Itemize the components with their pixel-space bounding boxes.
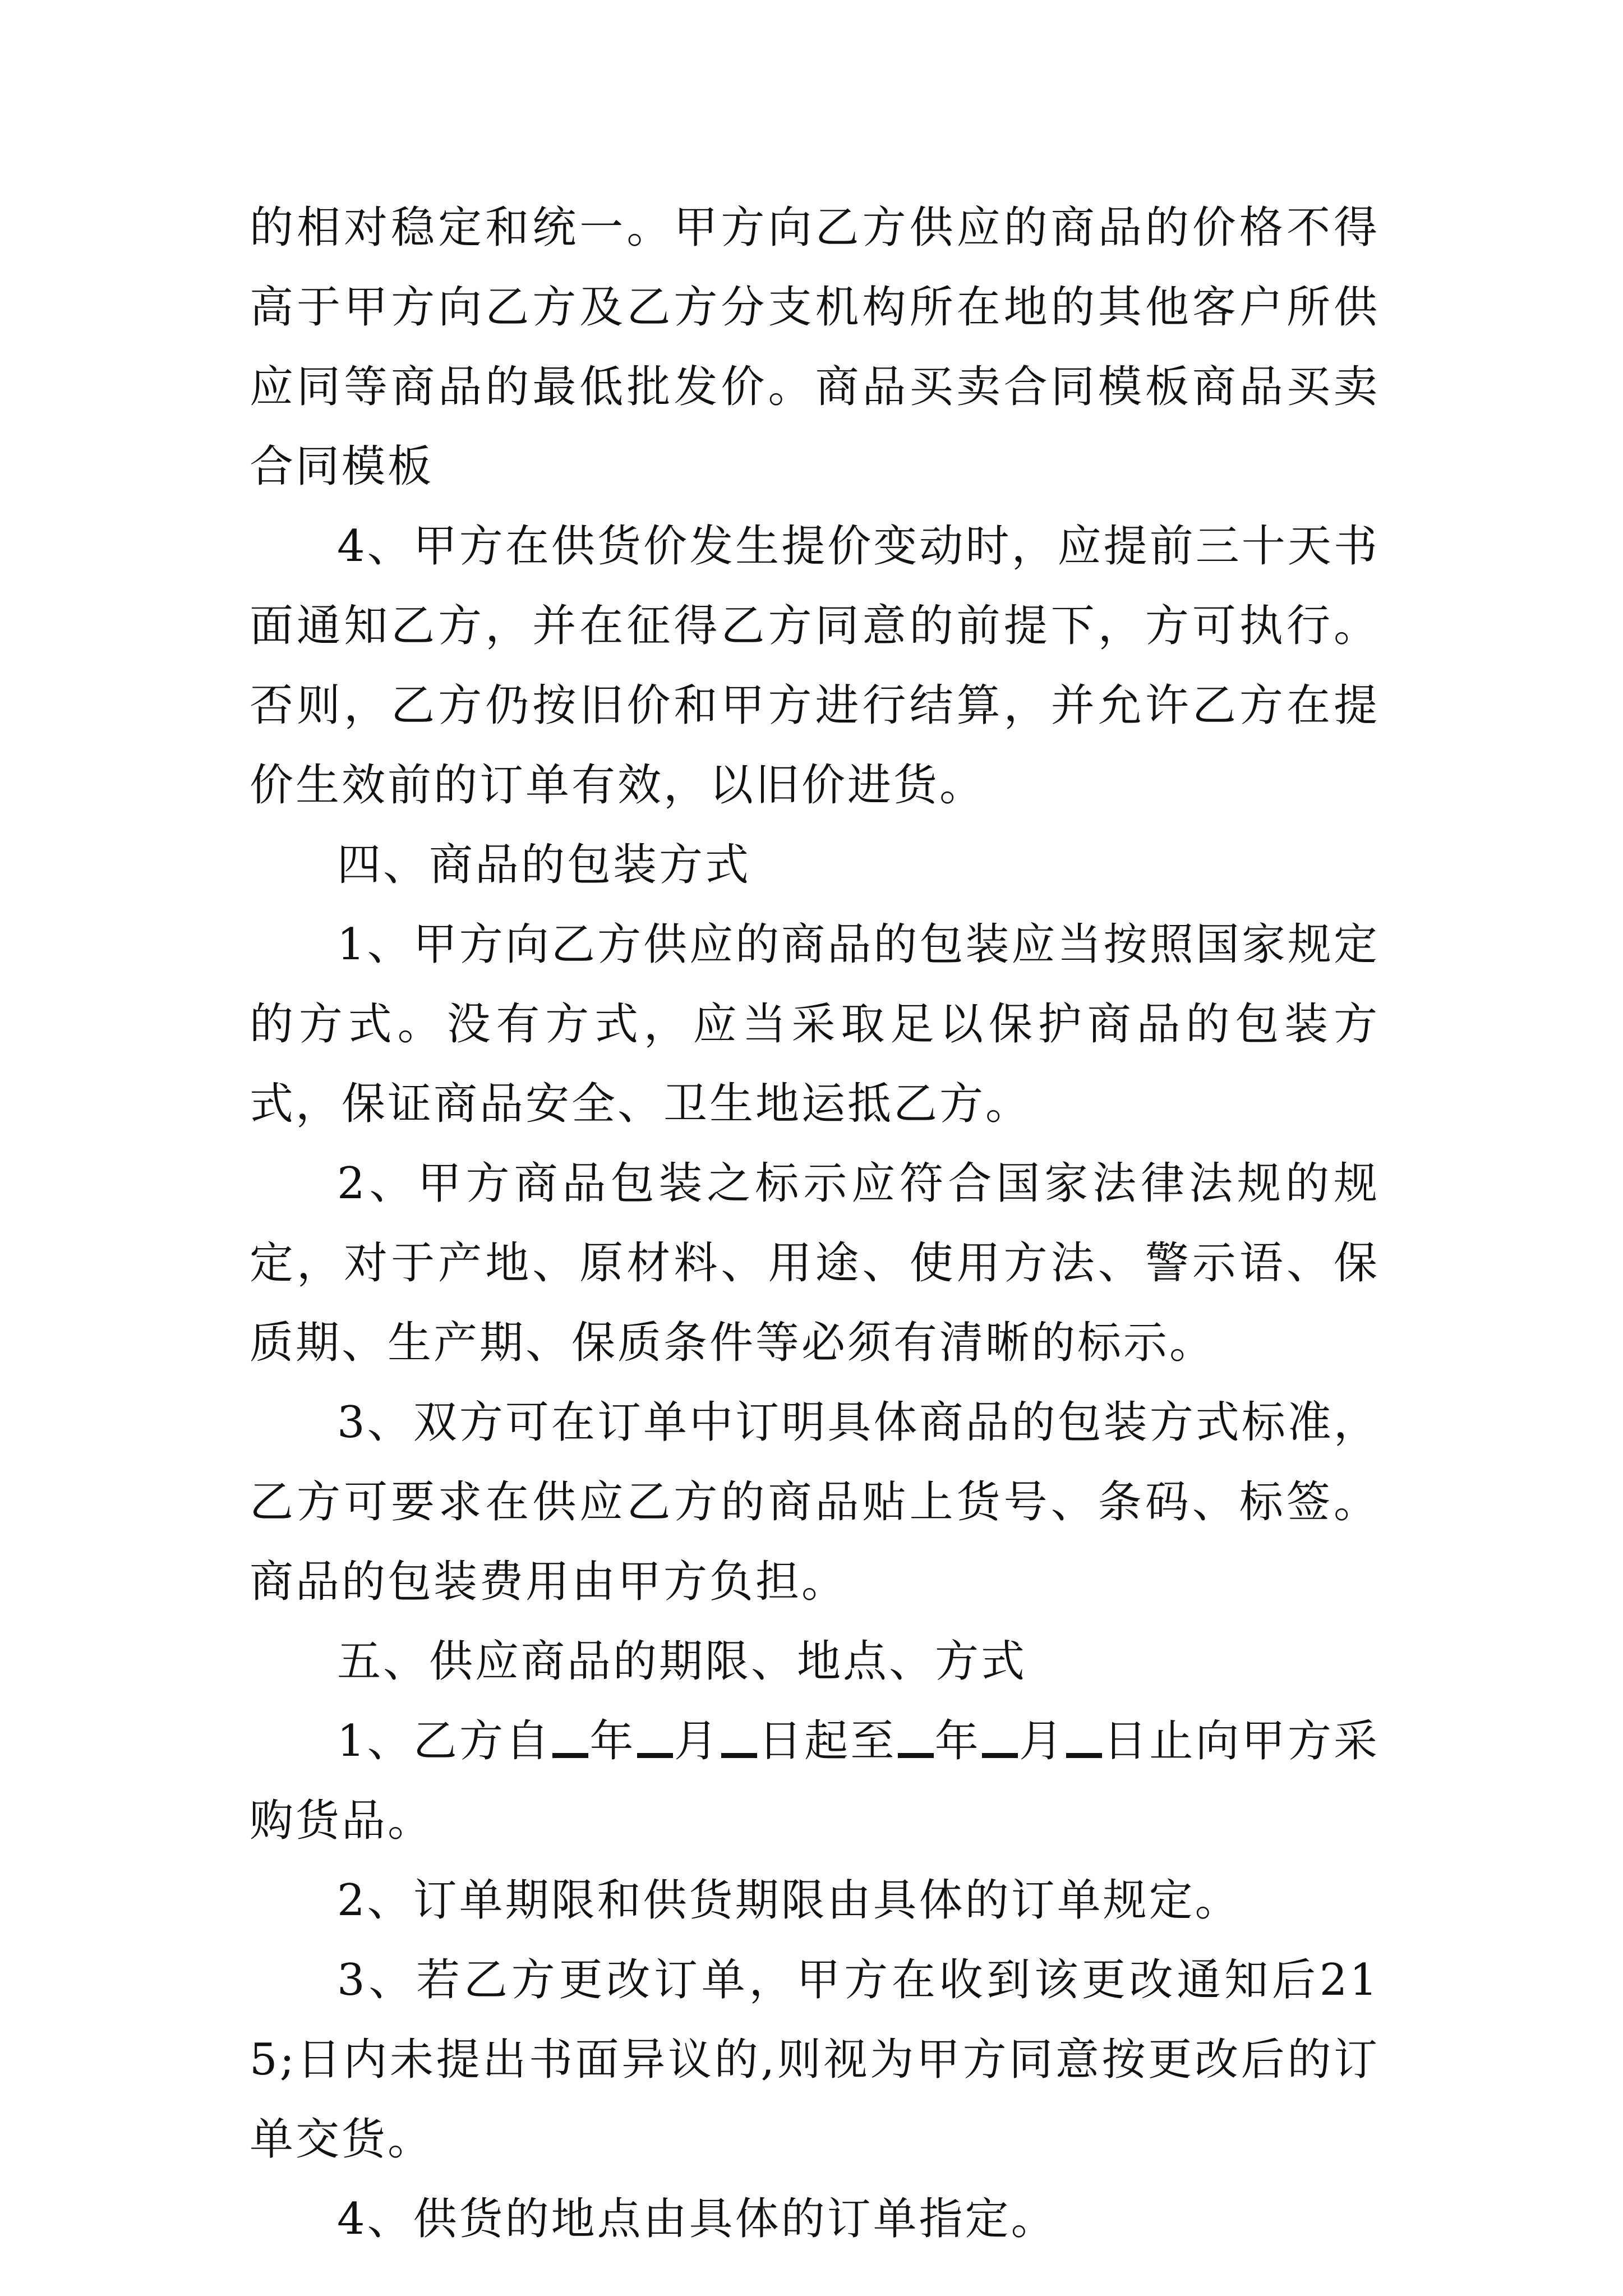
- purchase-period-text: 年: [934, 1716, 981, 1766]
- paragraph-packaging-labels: 2、甲方商品包装之标示应符合国家法律法规的规定，对于产地、原材料、用途、使用方法、警示语、保质期、生产期、保质条件等必须有清晰的标示。: [250, 1158, 1380, 1368]
- paragraph-packaging-standard: 3、双方可在订单中订明具体商品的包装方式标准，乙方可要求在供应乙方的商品贴上货号、条码、标签。商品的包装费用由甲方负担。: [250, 1397, 1380, 1607]
- blank-end-day: [1066, 1714, 1102, 1758]
- section-heading-packaging: 四、商品的包装方式: [337, 840, 751, 890]
- purchase-period-text: 月: [1018, 1716, 1066, 1766]
- paragraph-order-change: 3、若乙方更改订单，甲方在收到该更改通知后215;日内未提出书面异议的,则视为甲方同意按更改后的订单交货。: [250, 1955, 1380, 2165]
- paragraph-delivery-location: 4、供货的地点由具体的订单指定。: [337, 2194, 1057, 2244]
- purchase-period-text: 月: [674, 1716, 720, 1766]
- paragraph-price-change: 4、甲方在供货价发生提价变动时，应提前三十天书面通知乙方，并在征得乙方同意的前提下，方可执行。否则，乙方仍按旧价和甲方进行结算，并允许乙方在提价生效前的订单有效，以旧价进货。: [250, 521, 1380, 811]
- blank-end-month: [982, 1714, 1018, 1758]
- blank-start-month: [637, 1714, 673, 1758]
- paragraph-price-clause: 的相对稳定和统一。甲方向乙方供应的商品的价格不得高于甲方向乙方及乙方分支机构所在地的其他客户所供应同等商品的最低批发价。商品买卖合同模板商品买卖合同模板: [250, 203, 1380, 492]
- section-heading-supply-terms: 五、供应商品的期限、地点、方式: [337, 1636, 1027, 1687]
- blank-end-year: [898, 1714, 934, 1758]
- purchase-period-text: 日起至: [758, 1716, 897, 1766]
- purchase-period-text: 1、乙方自: [337, 1716, 552, 1766]
- blank-start-day: [721, 1714, 757, 1758]
- purchase-period-text: 年: [589, 1716, 636, 1766]
- paragraph-order-period: 2、订单期限和供货期限由具体的订单规定。: [337, 1875, 1241, 1926]
- document-body: [250, 188, 1380, 2259]
- blank-start-year: [552, 1714, 588, 1758]
- purchase-period-text: 日止向甲方采购货品。: [250, 1716, 1380, 1846]
- paragraph-purchase-period: [250, 1701, 1380, 1861]
- paragraph-packaging-method: 1、甲方向乙方供应的商品的包装应当按照国家规定的方式。没有方式，应当采取足以保护商品的包装方式，保证商品安全、卫生地运抵乙方。: [250, 919, 1380, 1129]
